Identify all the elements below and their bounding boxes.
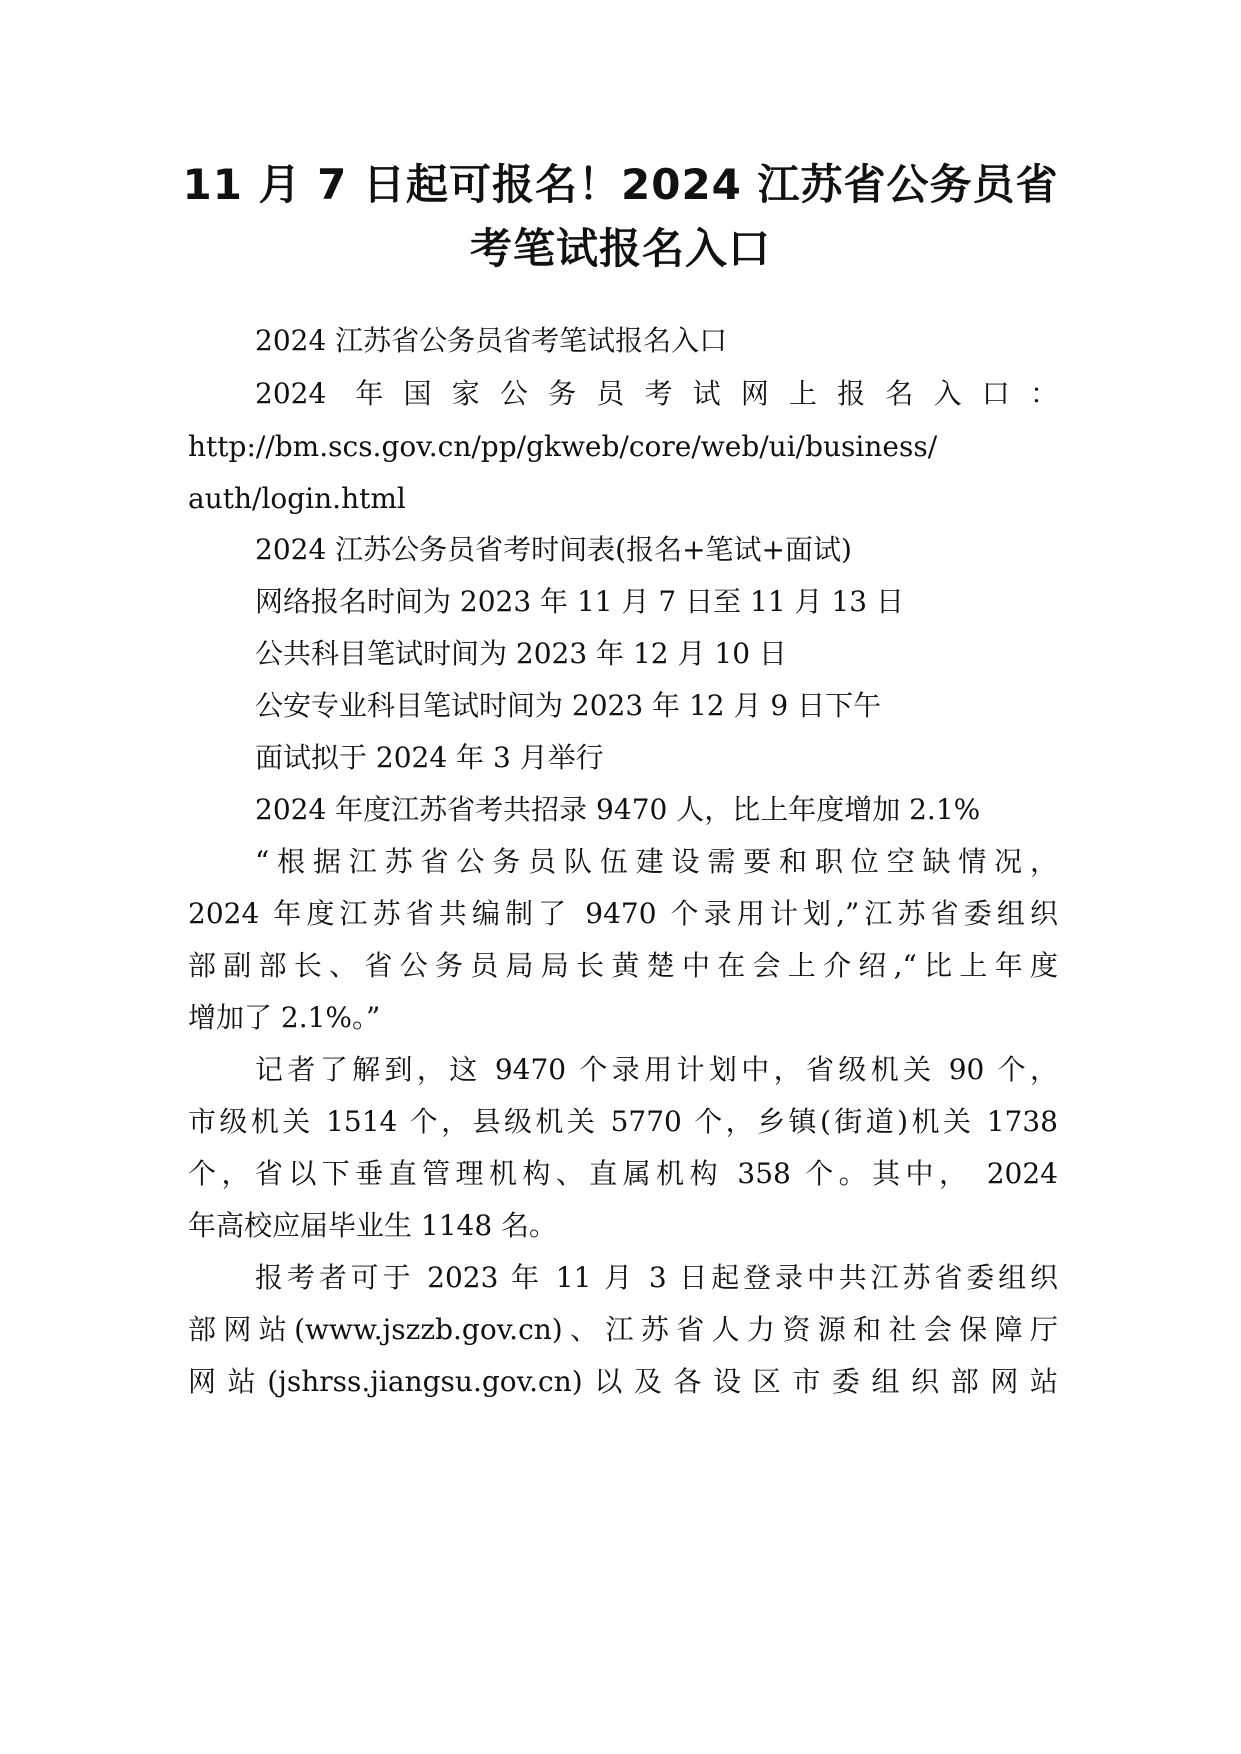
- body-line-breakdown-3: 个，省以下垂直管理机构、直属机构 358 个。其中， 2024: [188, 1157, 1058, 1190]
- document-title-line-2: 考笔试报名入口: [469, 224, 771, 273]
- body-line-breakdown-2: 市级机关 1514 个，县级机关 5770 个，乡镇(街道)机关 1738: [188, 1105, 1058, 1138]
- document-title-line-1: 11 月 7 日起可报名！2024 江苏省公务员省: [182, 160, 1059, 209]
- registration-url-part-1[interactable]: http://bm.scs.gov.cn/pp/gkweb/core/web/ui/business/: [188, 430, 938, 463]
- body-line-quote-1: “根据江苏省公务员队伍建设需要和职位空缺情况，: [255, 845, 1058, 878]
- body-line-quote-3: 部副部长、省公务员局局长黄楚中在会上介绍,“比上年度: [188, 949, 1058, 982]
- body-line-websites-3: 网站(jshrss.jiangsu.gov.cn)以及各设区市委组织部网站: [188, 1365, 1058, 1398]
- body-line-websites-2: 部网站(www.jszzb.gov.cn)、江苏省人力资源和社会保障厅: [188, 1313, 1058, 1346]
- body-line-websites-1: 报考者可于 2023 年 11 月 3 日起登录中共江苏省委组织: [255, 1261, 1058, 1294]
- body-line-schedule-heading: 2024 江苏公务员省考时间表(报名+笔试+面试): [255, 533, 852, 566]
- body-line-section-heading: 2024 江苏省公务员省考笔试报名入口: [255, 324, 728, 357]
- registration-url-part-2[interactable]: auth/login.html: [188, 482, 406, 515]
- body-line-quote-2: 2024 年度江苏省共编制了 9470 个录用计划,”江苏省委组织: [188, 897, 1058, 930]
- body-line-interview-time: 面试拟于 2024 年 3 月举行: [255, 741, 604, 774]
- body-line-recruitment-total: 2024 年度江苏省考共招录 9470 人，比上年度增加 2.1%: [255, 793, 981, 826]
- body-line-breakdown-1: 记者了解到，这 9470 个录用计划中，省级机关 90 个，: [255, 1053, 1058, 1086]
- body-line-written-exam-time: 公共科目笔试时间为 2023 年 12 月 10 日: [255, 637, 787, 670]
- body-line-breakdown-4: 年高校应届毕业生 1148 名。: [188, 1209, 558, 1242]
- body-line-police-exam-time: 公安专业科目笔试时间为 2023 年 12 月 9 日下午: [255, 689, 882, 722]
- body-line-registration-time: 网络报名时间为 2023 年 11 月 7 日至 11 月 13 日: [255, 585, 904, 618]
- body-line-quote-4: 增加了 2.1%。”: [188, 1001, 381, 1034]
- body-line-registration-entry: 2024 年国家公务员考试网上报名入口：: [255, 377, 1058, 410]
